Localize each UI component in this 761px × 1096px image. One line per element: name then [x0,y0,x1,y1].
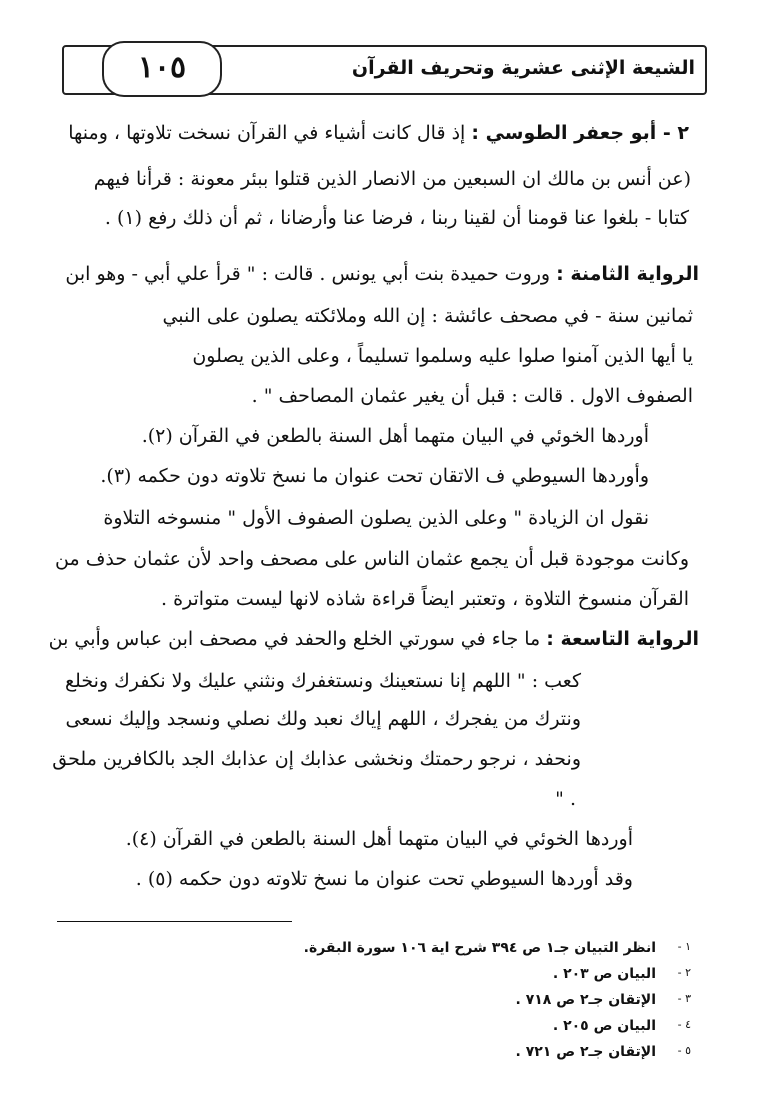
text-line: (عن أنس بن مالك ان السبعين من الانصار الذين قتلوا ببئر معونة : قرأنا فيهم [93,168,691,190]
text-line: نقول ان الزيادة " وعلى الذين يصلون الصفوف الأول " منسوخه التلاوة [103,507,649,529]
text-line: أوردها الخوئي في البيان متهما أهل السنة بالطعن في القرآن (٢). [141,425,649,447]
text-line: الرواية التاسعة : ما جاء في سورتي الخلع والحفد في مصحف ابن عباس وأبي بن [48,628,699,650]
text-line: القرآن منسوخ التلاوة ، وتعتبر ايضاً قراءة شاذه لانها ليست متواترة . [160,588,689,610]
text-line: الرواية الثامنة : وروت حميدة بنت أبي يونس . قالت : " قرأ علي أبي - وهو ابن [65,263,699,285]
text-line: ثمانين سنة - في مصحف عائشة : إن الله وملائكته يصلون على النبي [162,305,693,327]
text-line: كتابا - بلغوا عنا قومنا أن لقينا ربنا ، فرضا عنا وأرضانا ، ثم أن ذلك رفع (١) . [104,207,689,229]
text-line: ونترك من يفجرك ، اللهم إياك نعبد ولك نصلي ونسجد وإليك نسعى [65,708,581,730]
text-line: وقد أوردها السيوطي تحت عنوان ما نسخ تلاوته دون حكمه (٥) . [135,868,633,890]
text-line: الصفوف الاول . قالت : قبل أن يغير عثمان المصاحف " . [251,385,693,407]
footnote-separator [57,921,292,922]
text-line: " . [555,788,576,810]
running-title: الشيعة الإثنى عشرية وتحريف القرآن [351,57,695,79]
text-line: ونحفد ، نرجو رحمتك ونخشى عذابك إن عذابك الجد بالكافرين ملحق [52,748,581,770]
page-number: ١٠٥ [137,50,187,85]
text-line: يا أيها الذين آمنوا صلوا عليه وسلموا تسليماً ، وعلى الذين يصلون [192,345,693,367]
text-line: كعب : " اللهم إنا نستعينك ونستغفرك ونثني عليك ولا نكفرك ونخلع [64,670,581,692]
page-header [62,45,707,95]
text-line: ٢ - أبو جعفر الطوسي : إذ قال كانت أشياء في القرآن نسخت تلاوتها ، ومنها [68,122,689,144]
text-line: وأوردها السيوطي ف الاتقان تحت عنوان ما نسخ تلاوته دون حكمه (٣). [100,465,649,487]
text-line: أوردها الخوئي في البيان متهما أهل السنة بالطعن في القرآن (٤). [125,828,633,850]
text-line: وكانت موجودة قبل أن يجمع عثمان الناس على مصحف واحد لأن عثمان حذف من [55,548,689,570]
page-number-box [102,41,222,97]
